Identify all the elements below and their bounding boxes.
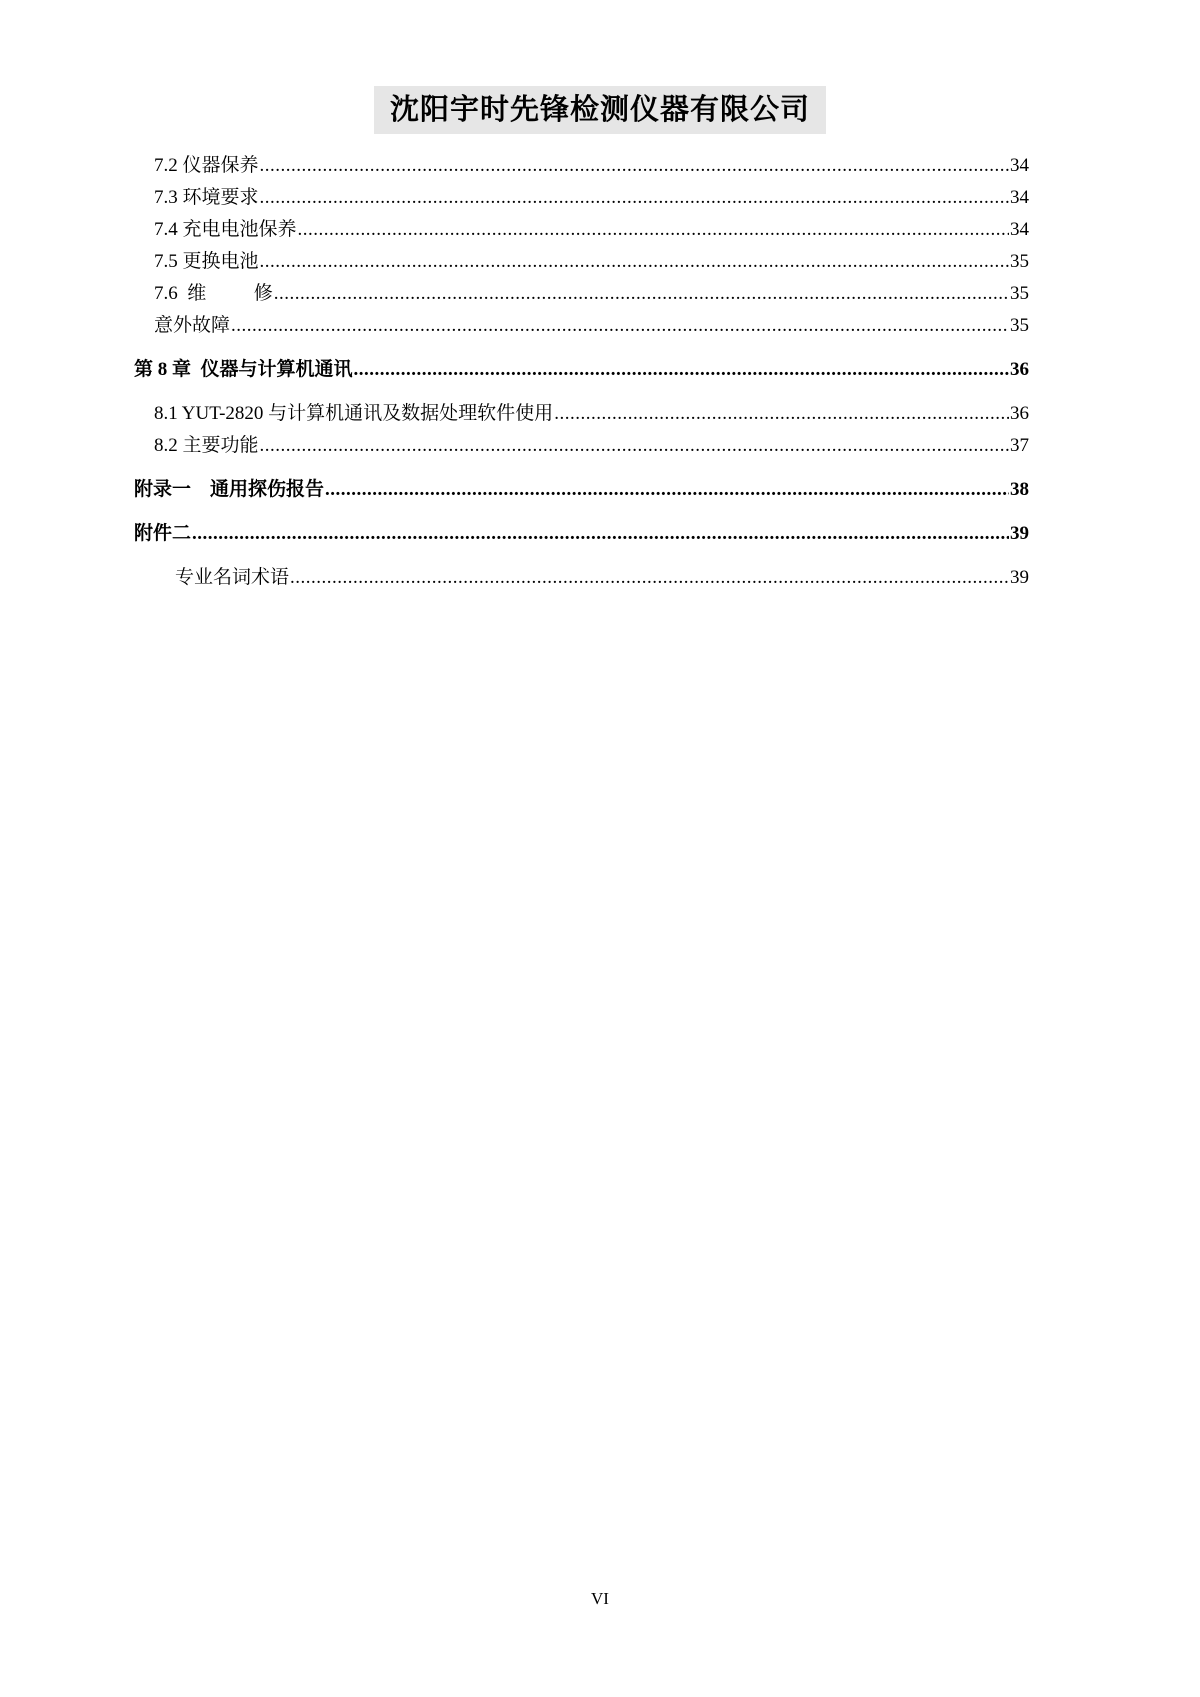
toc-entry-page: 35 (1010, 251, 1029, 272)
toc-entry-title: 8.1 YUT-2820 与计算机通讯及数据处理软件使用 (154, 403, 554, 424)
company-name: 沈阳宇时先锋检测仪器有限公司 (374, 86, 826, 134)
toc-leader (260, 187, 1009, 209)
toc-entry[interactable] (154, 182, 1029, 209)
toc-entry-title: 7.4 充电电池保养 (154, 219, 297, 240)
toc-chapter-entry[interactable] (134, 518, 1029, 545)
toc-entry-page: 34 (1010, 219, 1029, 240)
toc-leader (325, 479, 1009, 501)
toc-leader (274, 283, 1009, 305)
toc-entry-title: 7.6 维 修 (154, 283, 273, 304)
toc-entry[interactable] (154, 430, 1029, 457)
toc-entry-title: 专业名词术语 (175, 567, 290, 588)
toc-entry[interactable] (154, 214, 1029, 241)
toc-entry[interactable] (154, 150, 1029, 177)
toc-leader (231, 315, 1009, 337)
toc-leader (260, 251, 1009, 273)
toc-leader (290, 567, 1009, 589)
page-number: VI (591, 1589, 609, 1608)
toc-entry-page: 34 (1010, 187, 1029, 208)
toc-leader (354, 359, 1009, 381)
toc-leader (192, 523, 1009, 545)
toc-entry-page: 39 (1010, 523, 1029, 544)
toc-entry-title: 8.2 主要功能 (154, 435, 259, 456)
toc-entry-title: 第 8 章 仪器与计算机通讯 (134, 359, 353, 380)
toc-entry-page: 37 (1010, 435, 1029, 456)
toc-leader (554, 403, 1009, 425)
header (0, 86, 1200, 134)
toc-entry-title: 附件二 (134, 523, 192, 544)
toc-entry[interactable] (154, 278, 1029, 305)
toc-chapter-entry[interactable] (134, 474, 1029, 501)
toc-entry-page: 36 (1010, 403, 1029, 424)
toc-entry-title: 意外故障 (154, 315, 231, 336)
toc-entry-title: 附录一 通用探伤报告 (134, 479, 325, 500)
toc-chapter-entry[interactable] (134, 354, 1029, 381)
toc-leader (260, 155, 1009, 177)
toc-leader (260, 435, 1009, 457)
toc-entry-page: 34 (1010, 155, 1029, 176)
toc-entry-title: 7.5 更换电池 (154, 251, 259, 272)
toc-entry-page: 35 (1010, 315, 1029, 336)
toc-entry-page: 39 (1010, 567, 1029, 588)
toc-leader (298, 219, 1009, 241)
toc-entry[interactable] (154, 310, 1029, 337)
toc-entry-title: 7.2 仪器保养 (154, 155, 259, 176)
toc-entry[interactable] (154, 246, 1029, 273)
toc-entry[interactable] (154, 398, 1029, 425)
toc-entry-page: 35 (1010, 283, 1029, 304)
toc-entry-page: 38 (1010, 479, 1029, 500)
toc-entry[interactable] (175, 562, 1029, 589)
toc-entry-title: 7.3 环境要求 (154, 187, 259, 208)
toc-entry-page: 36 (1010, 359, 1029, 380)
